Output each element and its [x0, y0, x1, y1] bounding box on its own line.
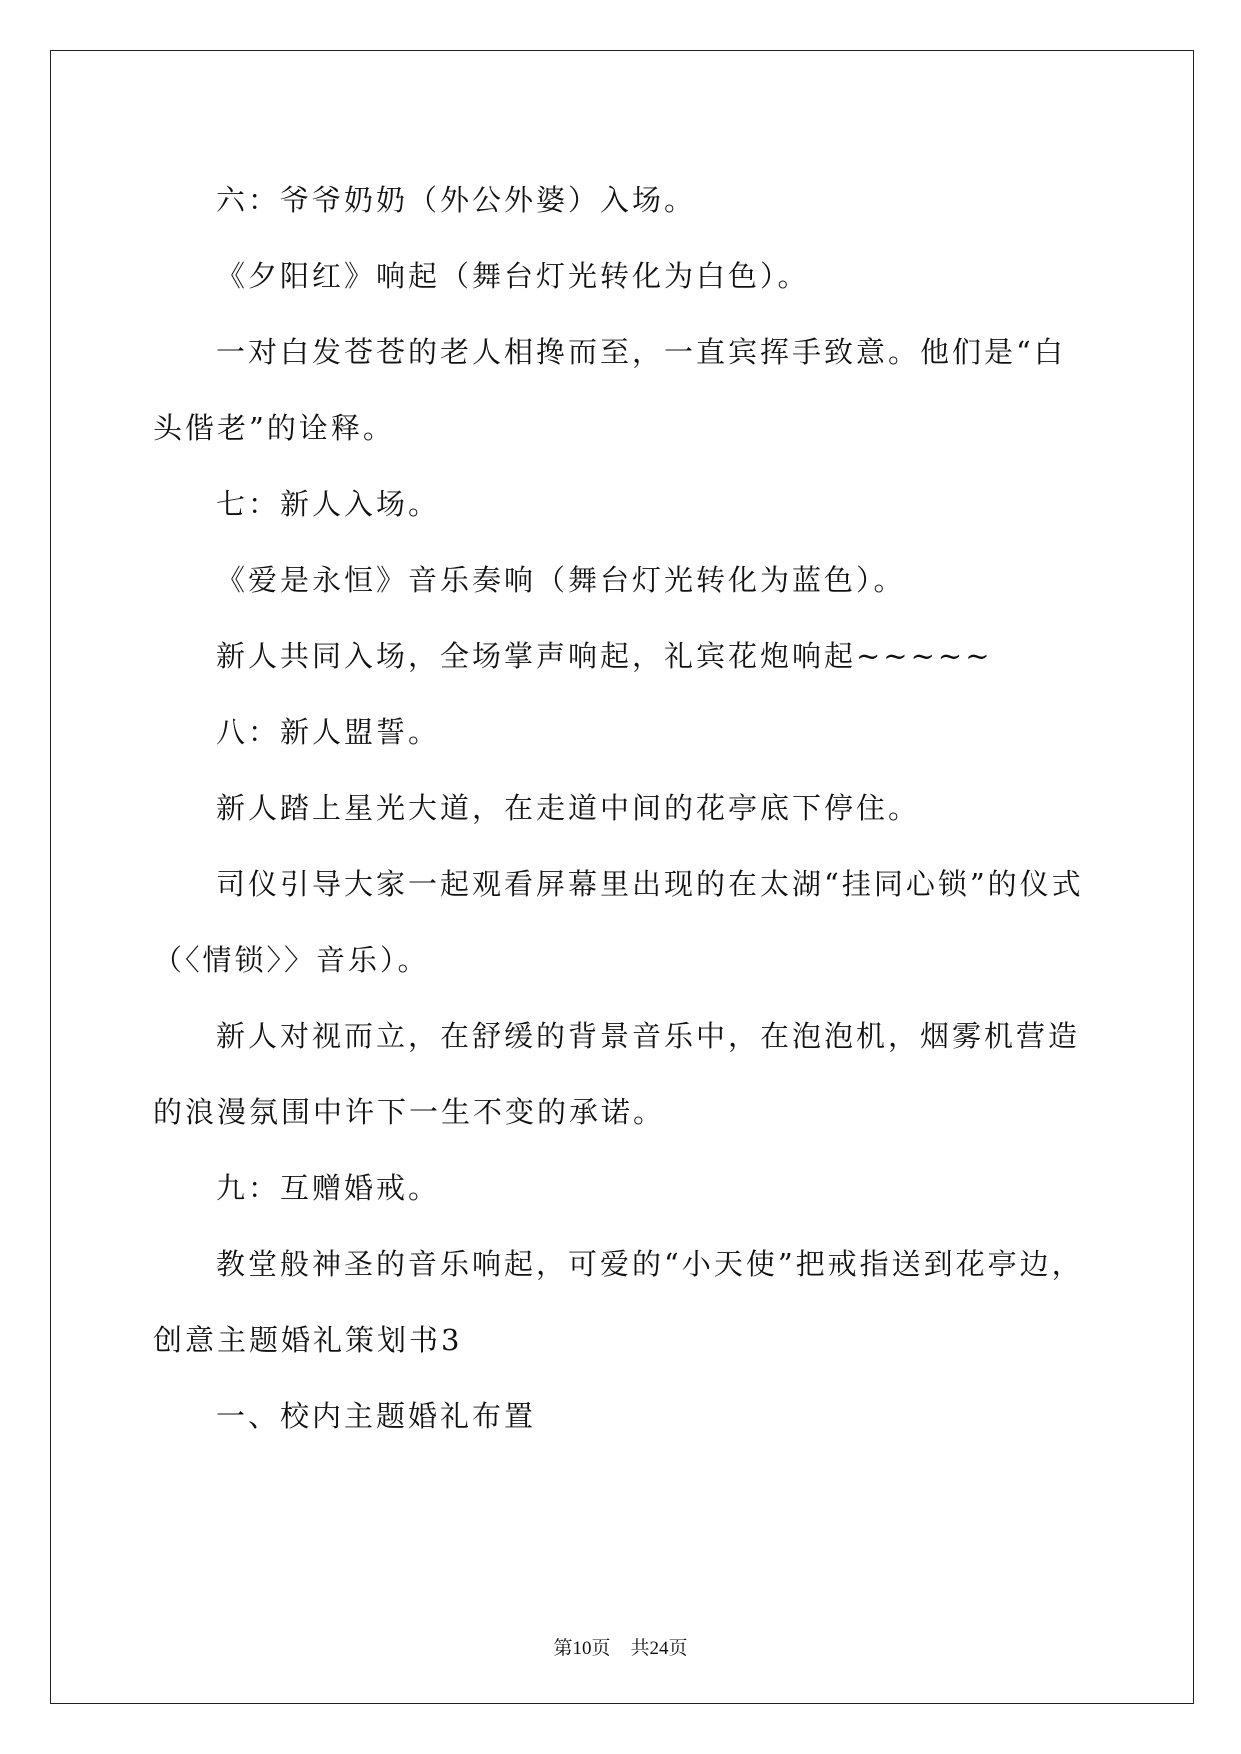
paragraph: 一对白发苍苍的老人相搀而至，一直宾挥手致意。他们是“白头偕老”的诠释。: [153, 335, 1066, 445]
page-footer: [0, 1633, 1241, 1660]
paragraph: 六：爷爷奶奶（外公外婆）入场。: [216, 183, 697, 217]
paragraph: 八：新人盟誓。: [216, 715, 441, 749]
paragraph: 九：互赠婚戒。: [216, 1171, 441, 1205]
page-number: 第10页: [553, 1638, 611, 1659]
section-title: 创意主题婚礼策划书3: [153, 1323, 463, 1357]
paragraph: 一、校内主题婚礼布置: [216, 1399, 537, 1433]
paragraph: 新人踏上星光大道，在走道中间的花亭底下停住。: [216, 791, 921, 825]
paragraph: 新人共同入场，全场掌声响起，礼宾花炮响起~~~~~: [216, 639, 993, 673]
document-body: [153, 162, 1093, 1454]
paragraph: 新人对视而立，在舒缓的背景音乐中，在泡泡机，烟雾机营造的浪漫氛围中许下一生不变的承诺。: [153, 1019, 1081, 1129]
paragraph: 《爱是永恒》音乐奏响（舞台灯光转化为蓝色）。: [216, 563, 906, 597]
page-total: 共24页: [630, 1638, 688, 1659]
paragraph: 七：新人入场。: [216, 487, 441, 521]
paragraph: 《夕阳红》响起（舞台灯光转化为白色）。: [216, 259, 810, 293]
paragraph: 司仪引导大家一起观看屏幕里出现的在太湖“挂同心锁”的仪式（〈情锁〉〉音乐）。: [153, 867, 1084, 977]
paragraph: 教堂般神圣的音乐响起，可爱的“小天使”把戒指送到花亭边，: [216, 1247, 1084, 1281]
